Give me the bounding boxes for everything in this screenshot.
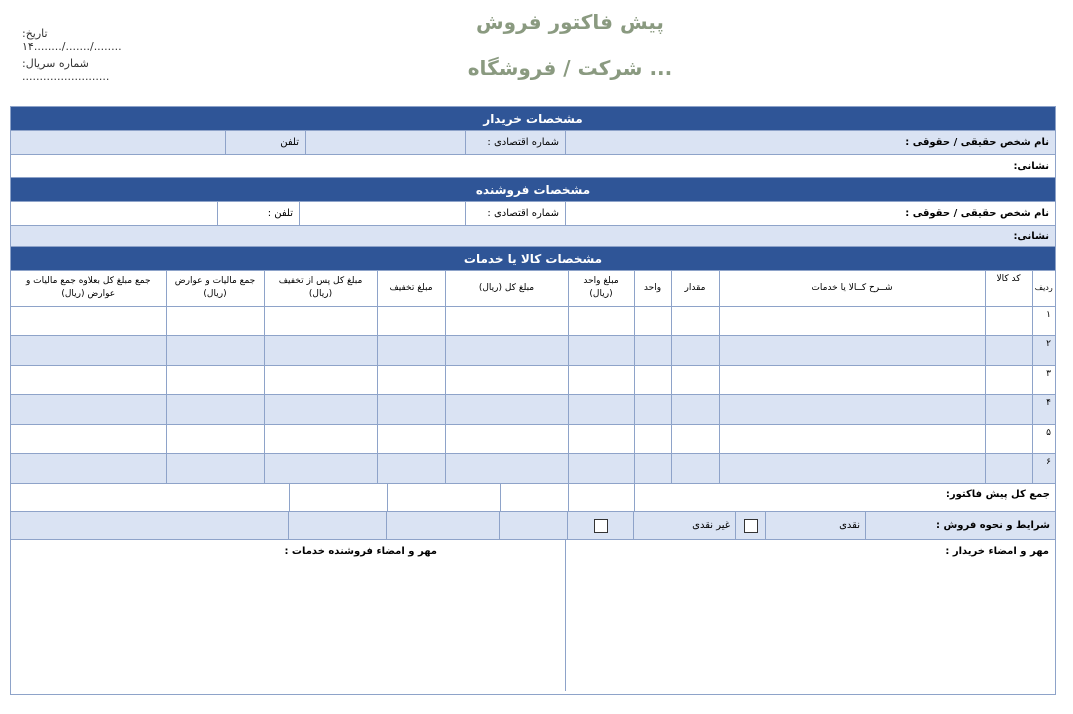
- items-section-header: مشخصات کالا یا خدمات: [11, 247, 1055, 271]
- row-number: ۳: [1032, 365, 1055, 395]
- buyer-econ-input[interactable]: [305, 131, 465, 154]
- table-row[interactable]: [11, 336, 1055, 366]
- table-row[interactable]: [11, 395, 1055, 425]
- terms-cell: [11, 512, 288, 539]
- col-unit: واحد: [634, 271, 671, 306]
- buyer-phone-input[interactable]: [11, 131, 225, 154]
- row-number: ۶: [1032, 454, 1055, 484]
- invoice-sheet: [10, 106, 1056, 695]
- row-number: ۴: [1032, 395, 1055, 425]
- total-label-cell: [634, 484, 1055, 511]
- buyer-signature-box[interactable]: [565, 540, 1055, 691]
- col-after-discount: مبلغ کل پس از تخفیف (ریال): [264, 271, 377, 306]
- buyer-signature-label: مهر و امضاء خریدار :: [945, 546, 1049, 558]
- buyer-address-label: نشانی:: [1013, 160, 1049, 172]
- seller-address-row[interactable]: [11, 226, 1055, 247]
- col-item-code: کد کالا: [985, 271, 1032, 306]
- buyer-econ-label-cell: شماره اقتصادی :: [465, 131, 565, 154]
- terms-cell: [288, 512, 386, 539]
- seller-phone-label-cell: تلفن :: [217, 202, 299, 225]
- total-cell[interactable]: [568, 484, 634, 511]
- cash-option[interactable]: [765, 512, 865, 539]
- terms-cell: [499, 512, 567, 539]
- row-number: ۱: [1032, 306, 1055, 336]
- terms-cell: [386, 512, 499, 539]
- table-row[interactable]: [11, 365, 1055, 395]
- buyer-name-cell[interactable]: [565, 131, 1055, 154]
- company-name: شرکت / فروشگاه ...: [467, 56, 673, 80]
- seller-phone-input[interactable]: [11, 202, 217, 225]
- total-cell[interactable]: [289, 484, 387, 511]
- date-field[interactable]: تاریخ: ......../......./........۱۴: [22, 27, 122, 53]
- col-discount: مبلغ تخفیف: [377, 271, 445, 306]
- row-number: ۵: [1032, 424, 1055, 454]
- buyer-name-label: نام شخص حقیقی / حقوقی :: [905, 137, 1049, 148]
- seller-signature-box[interactable]: [11, 540, 565, 691]
- seller-section-header: مشخصات فروشنده: [11, 178, 1055, 202]
- table-row[interactable]: [11, 424, 1055, 454]
- buyer-section-header: مشخصات خریدار: [11, 107, 1055, 131]
- noncash-checkbox-cell[interactable]: [567, 512, 633, 539]
- cash-label: نقدی: [839, 520, 860, 532]
- total-cell[interactable]: [387, 484, 500, 511]
- noncash-option[interactable]: [633, 512, 735, 539]
- table-row[interactable]: [11, 454, 1055, 484]
- form-title: پیش فاکتور فروش: [476, 10, 664, 34]
- total-row: [11, 484, 1055, 512]
- col-description: شــرح کــالا یا خدمات: [719, 271, 985, 306]
- seller-signature-label: مهر و امضاء فروشنده خدمات :: [284, 546, 437, 558]
- col-grand-total: جمع مبلغ کل بعلاوه جمع مالیات و عوارض (ریال): [11, 271, 166, 306]
- seller-address-label: نشانی:: [1013, 230, 1049, 242]
- col-tax: جمع مالیات و عوارض (ریال): [166, 271, 264, 306]
- buyer-info-row: [11, 131, 1055, 155]
- terms-label-cell: [865, 512, 1055, 539]
- total-cell[interactable]: [500, 484, 568, 511]
- col-quantity: مقدار: [671, 271, 719, 306]
- terms-label: شرایط و نحوه فروش :: [935, 520, 1050, 532]
- items-header-row: [11, 271, 1055, 306]
- table-row[interactable]: [11, 306, 1055, 336]
- items-table: [11, 271, 1055, 484]
- col-total-price: مبلغ کل (ریال): [445, 271, 568, 306]
- col-row-number: ردیف: [1032, 271, 1055, 306]
- seller-econ-label-cell: شماره اقتصادی :: [465, 202, 565, 225]
- seller-econ-input[interactable]: [299, 202, 465, 225]
- terms-row: [11, 512, 1055, 540]
- seller-name-label: نام شخص حقیقی / حقوقی :: [905, 208, 1049, 219]
- buyer-address-row[interactable]: [11, 155, 1055, 178]
- row-number: ۲: [1032, 336, 1055, 366]
- col-unit-price: مبلغ واحد (ریال): [568, 271, 634, 306]
- total-label: جمع کل پیش فاکتور:: [945, 489, 1050, 501]
- buyer-phone-label-cell: تلفن: [225, 131, 305, 154]
- serial-number-field[interactable]: شماره سریال: .........................: [22, 57, 110, 83]
- total-cell[interactable]: [11, 484, 289, 511]
- noncash-checkbox[interactable]: [594, 519, 608, 533]
- signature-row: [11, 540, 1055, 691]
- cash-checkbox-cell[interactable]: [735, 512, 765, 539]
- seller-name-cell[interactable]: [565, 202, 1055, 225]
- cash-checkbox[interactable]: [744, 519, 758, 533]
- seller-info-row: [11, 202, 1055, 226]
- noncash-label: غیر نقدی: [692, 520, 730, 532]
